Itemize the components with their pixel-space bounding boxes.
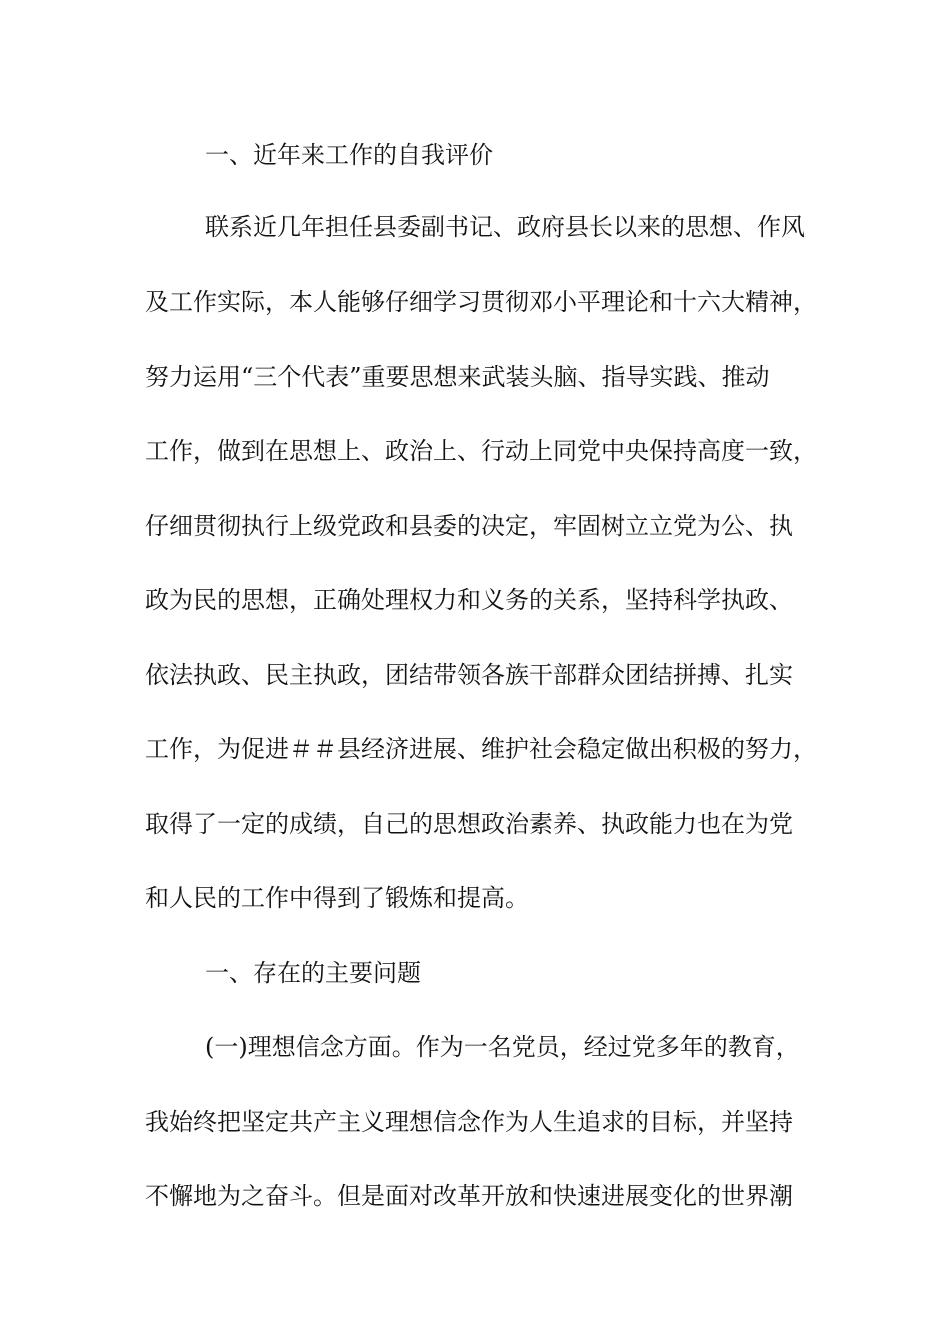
paragraph-line: 和人民的工作中得到了锻炼和提高。	[145, 884, 529, 912]
paragraph-line: 我始终把坚定共产主义理想信念作为人生追求的目标，并坚持	[145, 1108, 793, 1136]
paragraph-line: 依法执政、民主执政，团结带领各族干部群众团结拼搏、扎实	[145, 661, 793, 689]
paragraph-line: 仔细贯彻执行上级党政和县委的决定，牢固树立立党为公、执	[145, 512, 793, 540]
paragraph-line: 取得了一定的成绩，自己的思想政治素养、执政能力也在为党	[145, 810, 793, 838]
paragraph-line: (一)理想信念方面。作为一名党员，经过党多年的教育，	[205, 1033, 800, 1061]
section-heading-self-evaluation: 一、近年来工作的自我评价	[205, 141, 493, 169]
paragraph-line: 及工作实际，本人能够仔细学习贯彻邓小平理论和十六大精神，	[145, 288, 817, 316]
paragraph-line: 不懈地为之奋斗。但是面对改革开放和快速进展变化的世界潮	[145, 1182, 793, 1210]
paragraph-line: 政为民的思想，正确处理权力和义务的关系，坚持科学执政、	[145, 586, 793, 614]
paragraph-line: 努力运用“三个代表”重要思想来武装头脑、指导实践、推动	[145, 363, 770, 391]
paragraph-line: 联系近几年担任县委副书记、政府县长以来的思想、作风	[205, 213, 805, 241]
paragraph-line: 工作，做到在思想上、政治上、行动上同党中央保持高度一致，	[145, 437, 817, 465]
section-heading-main-problems: 一、存在的主要问题	[205, 959, 421, 987]
paragraph-line: 工作，为促进＃＃县经济进展、维护社会稳定做出积极的努力，	[145, 735, 817, 763]
